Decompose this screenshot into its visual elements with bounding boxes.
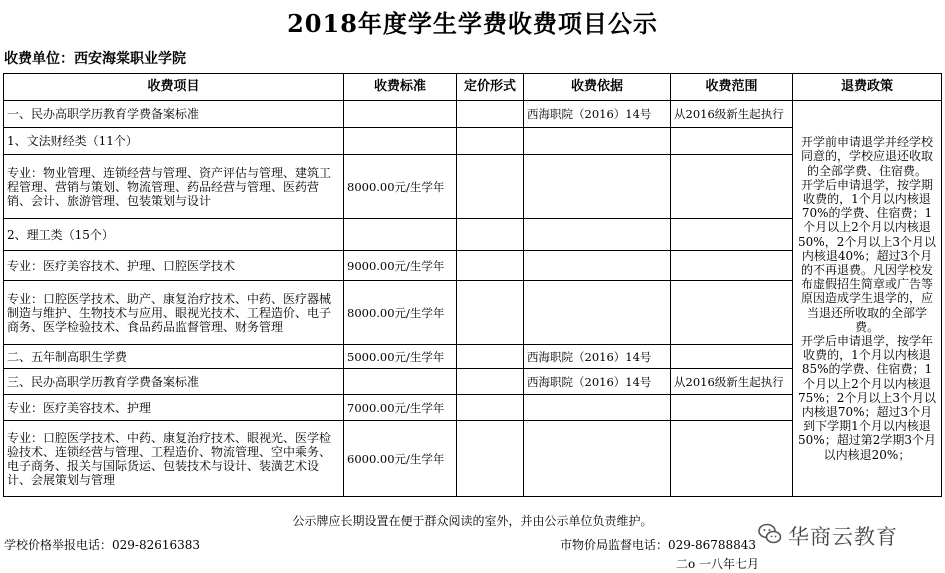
cell-range: 从2016级新生起执行 [671, 369, 793, 395]
header-refund: 退费政策 [793, 74, 942, 101]
watermark-text: 华商云教育 [788, 525, 898, 549]
header-item: 收费项目 [4, 74, 344, 101]
cell-range [671, 345, 793, 369]
cell-standard: 7000.00元/生学年 [344, 395, 457, 421]
cell-basis [524, 281, 671, 345]
cell-standard: 8000.00元/生学年 [344, 281, 457, 345]
refund-policy-paragraph: 开学前申请退学并经学校同意的，学校应退还收取的全部学费、住宿费。 [800, 135, 933, 178]
cell-basis [524, 251, 671, 281]
header-range: 收费范围 [671, 74, 793, 101]
cell-pricing [457, 219, 524, 251]
publish-date: 二o 一八年七月 [676, 557, 760, 571]
cell-basis: 西海职院（2016）14号 [524, 345, 671, 369]
cell-range [671, 251, 793, 281]
refund-policy-paragraph: 开学后申请退学，按学期收费的，1个月以内核退70%的学费、住宿费；1个月以上2个月以内核退50%，2个月以上3个月以内核退40%；超过3个月的不再退费。凡因学校发布虚假招生简章或广告等原因造成学生退学的，应当退还所收取的全部学费。 [798, 177, 936, 334]
table-row [4, 101, 942, 128]
header-pricing: 定价形式 [457, 74, 524, 101]
cell-item: 专业：医疗美容技术、护理 [4, 395, 344, 421]
fee-unit: 收费单位：西安海棠职业学院 [4, 51, 186, 67]
refund-policy [793, 101, 942, 497]
cell-basis [524, 219, 671, 251]
cell-pricing [457, 421, 524, 497]
cell-standard [344, 369, 457, 395]
cell-pricing [457, 369, 524, 395]
footer-note: 公示牌应长期设置在便于群众阅读的室外，并由公示单位负责维护。 [292, 514, 653, 528]
wechat-icon [758, 523, 782, 549]
cell-basis [524, 395, 671, 421]
header-basis: 收费依据 [524, 74, 671, 101]
cell-standard: 8000.00元/生学年 [344, 155, 457, 219]
cell-pricing [457, 281, 524, 345]
cell-item: 1、文法财经类（11个） [4, 128, 344, 155]
cell-standard [344, 128, 457, 155]
cell-basis: 西海职院（2016）14号 [524, 101, 671, 128]
cell-range [671, 219, 793, 251]
cell-range [671, 395, 793, 421]
page-title: 2018年度学生学费收费项目公示 [287, 9, 658, 38]
cell-pricing [457, 251, 524, 281]
cell-standard: 9000.00元/生学年 [344, 251, 457, 281]
cell-standard: 6000.00元/生学年 [344, 421, 457, 497]
header-standard: 收费标准 [344, 74, 457, 101]
cell-standard: 5000.00元/生学年 [344, 345, 457, 369]
cell-basis [524, 421, 671, 497]
cell-item: 专业：物业管理、连锁经营与管理、资产评估与管理、建筑工程管理、营销与策划、物流管理、药品经营与管理、医药营销、会计、旅游管理、包装策划与设计 [4, 155, 344, 219]
cell-item: 三、民办高职学历教育学费备案标准 [4, 369, 344, 395]
cell-standard [344, 219, 457, 251]
school-report-phone: 学校价格举报电话：029-82616383 [4, 538, 201, 552]
cell-pricing [457, 155, 524, 219]
cell-item: 专业：口腔医学技术、中药、康复治疗技术、眼视光、医学检验技术、连锁经营与管理、工程造价、物流管理、空中乘务、电子商务、报关与国际货运、包装技术与设计、装潢艺术设计、会展策划与管理 [4, 421, 344, 497]
table-header-row [4, 74, 942, 101]
cell-item: 2、理工类（15个） [4, 219, 344, 251]
cell-basis: 西海职院（2016）14号 [524, 369, 671, 395]
cell-range [671, 421, 793, 497]
cell-pricing [457, 101, 524, 128]
cell-item: 一、民办高职学历教育学费备案标准 [4, 101, 344, 128]
cell-range [671, 155, 793, 219]
cell-item: 专业：口腔医学技术、助产、康复治疗技术、中药、医疗器械制造与维护、生物技术与应用、眼视光技术、工程造价、电子商务、医学检验技术、食品药品监督管理、财务管理 [4, 281, 344, 345]
cell-pricing [457, 128, 524, 155]
cell-pricing [457, 345, 524, 369]
cell-range [671, 128, 793, 155]
cell-item: 二、五年制高职生学费 [4, 345, 344, 369]
cell-basis [524, 128, 671, 155]
cell-item: 专业：医疗美容技术、护理、口腔医学技术 [4, 251, 344, 281]
fee-table [3, 73, 942, 497]
bureau-supervision-phone: 市物价局监督电话：029-86788843 [560, 538, 757, 552]
watermark [758, 521, 898, 551]
refund-policy-paragraph: 开学后申请退学，按学年收费的，1个月以内核退85%的学费、住宿费；1个月以上2个月以内核退75%；2个月以上3个月以内核退70%；超过3个月到下学期1个月以内核退50%；超过第2学期3个月以内核退20%； [798, 334, 936, 462]
cell-range: 从2016级新生起执行 [671, 101, 793, 128]
cell-basis [524, 155, 671, 219]
cell-range [671, 281, 793, 345]
cell-pricing [457, 395, 524, 421]
cell-standard [344, 101, 457, 128]
